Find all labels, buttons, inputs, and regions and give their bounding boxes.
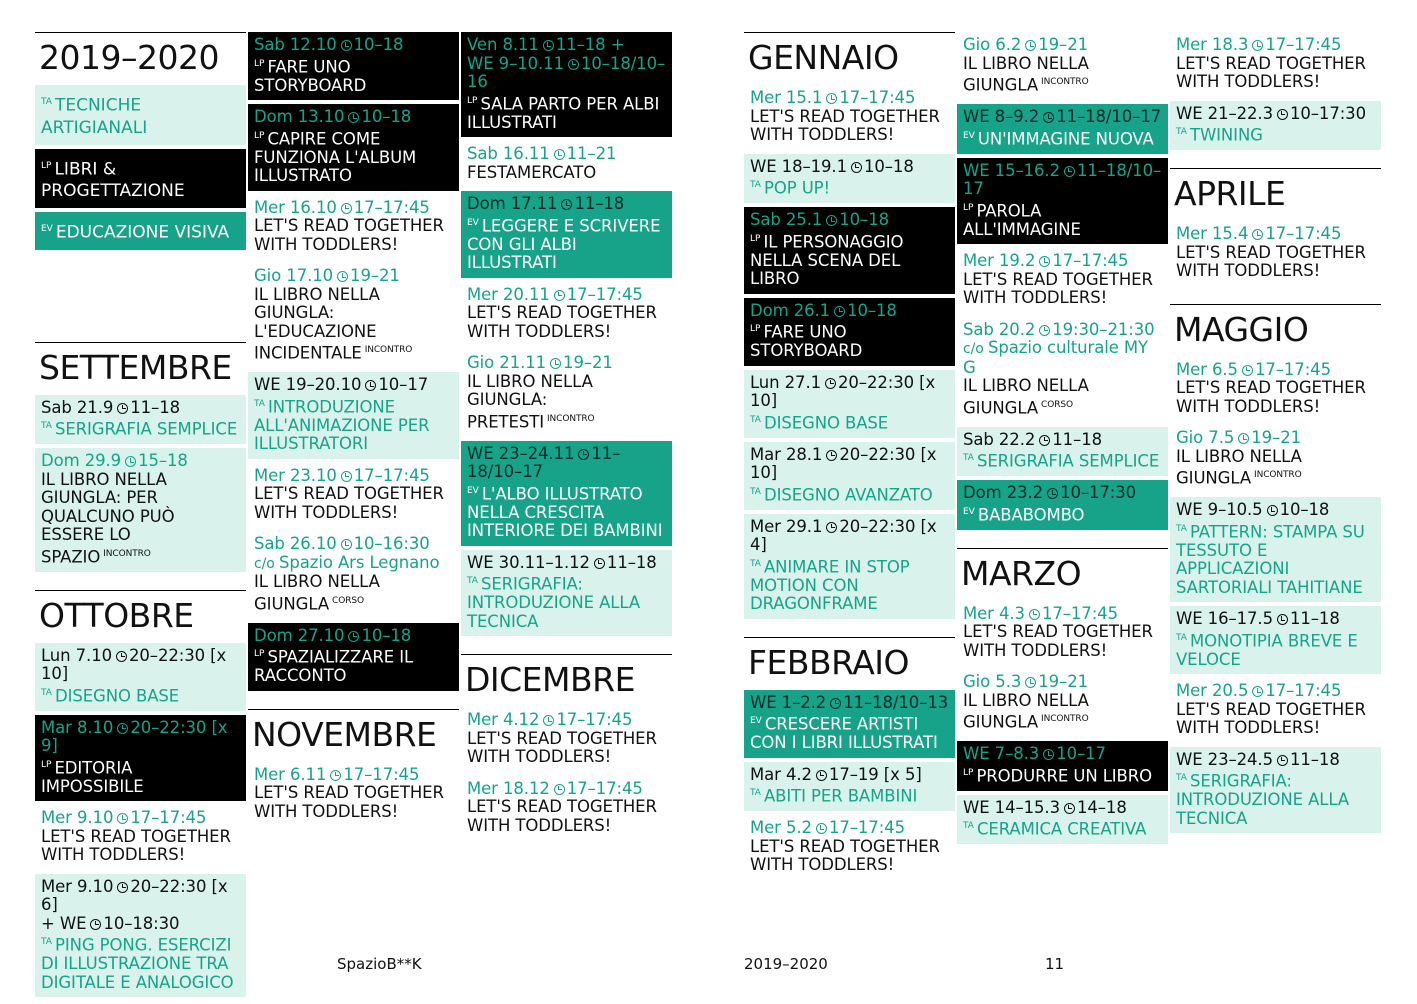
clock-icon	[1064, 803, 1075, 814]
event-item[interactable]: Gio 17.10 19–21 IL LIBRO NELLA GIUNGLA: L'EDUCAZIONE INCIDENTALE $^{INCONTRO}$	[254, 266, 413, 363]
clock-icon	[1277, 755, 1288, 766]
clock-icon	[341, 40, 352, 51]
month-febbraio: FEBBRAIO	[744, 637, 955, 686]
event-item[interactable]: Mar 4.2 17–19 [x 5] $^{TA}$ ABITI PER BAMBINI	[744, 762, 955, 812]
clock-icon	[568, 59, 579, 70]
clock-icon	[117, 403, 128, 414]
clock-icon	[1039, 256, 1050, 267]
event-item[interactable]: Sab 12.10 10–18 $^{LP}$ FARE UNO STORYBOARD	[248, 32, 459, 100]
event-item[interactable]: Mer 15.4 17–17:45 LET'S READ TOGETHER WITH TODDLERS!	[1176, 224, 1366, 280]
event-item[interactable]: Mer 4.3 17–17:45 LET'S READ TOGETHER WITH TODDLERS!	[963, 603, 1153, 660]
event-item[interactable]: Lun 27.1 20–22:30 [x 10] $^{TA}$ DISEGNO BASE	[744, 370, 955, 438]
clock-icon	[125, 456, 136, 467]
event-item[interactable]: WE 23–24.5 11–18 $^{TA}$ SERIGRAFIA: INTRODUZIONE ALLA TECNICA	[1170, 747, 1381, 834]
event-item[interactable]: WE 16–17.5 11–18 $^{TA}$ MONOTIPIA BREVE E VELOCE	[1170, 606, 1381, 674]
event-item[interactable]: Sab 20.2 19:30–21:30 c/o Spazio culturale MY G IL LIBRO NELLA GIUNGLA $^{CORSO}$	[963, 319, 1155, 417]
clock-icon	[1242, 365, 1253, 376]
clock-icon	[341, 203, 352, 214]
month-settembre: SETTEMBRE	[35, 342, 246, 391]
clock-icon	[825, 378, 836, 389]
legend-lp: $^{LP}$ LIBRI & PROGETTAZIONE	[35, 149, 246, 209]
event-item[interactable]: Gio 6.2 19–21 IL LIBRO NELLA GIUNGLA $^{INCONTRO}$	[963, 35, 1089, 95]
event-item[interactable]: Sab 26.10 10–16:30 c/o Spazio Ars Legnano IL LIBRO NELLA GIUNGLA $^{CORSO}$	[254, 534, 440, 613]
clock-icon	[554, 149, 565, 160]
clock-icon	[816, 770, 827, 781]
event-item[interactable]: Gio 7.5 19–21 IL LIBRO NELLA GIUNGLA $^{INCONTRO}$	[1176, 428, 1302, 488]
event-item[interactable]: Sab 21.9 11–18 $^{TA}$ SERIGRAFIA SEMPLICE	[35, 395, 246, 445]
event-item[interactable]: Gio 5.3 19–21 IL LIBRO NELLA GIUNGLA $^{INCONTRO}$	[963, 672, 1089, 732]
event-item[interactable]: WE 7–8.3 10–17 $^{LP}$ PRODURRE UN LIBRO	[957, 741, 1168, 791]
event-item[interactable]: WE 18–19.1 10–18 $^{TA}$ POP UP!	[744, 154, 955, 204]
event-item[interactable]: Mer 5.2 17–17:45 LET'S READ TOGETHER WITH TODDLERS!	[750, 818, 940, 874]
month-gennaio: GENNAIO	[744, 32, 955, 81]
column-4	[744, 32, 955, 884]
event-item[interactable]: WE 23–24.11 11–18/10–17 $^{EV}$ L'ALBO ILLUSTRATO NELLA CRESCITA INTERIORE DEI BAMBINI	[461, 441, 672, 546]
event-item[interactable]: Mar 8.10 20–22:30 [x 9] $^{LP}$ EDITORIA IMPOSSIBILE	[35, 715, 246, 802]
clock-icon	[1252, 229, 1263, 240]
clock-icon	[1238, 433, 1249, 444]
event-item[interactable]: WE 9–10.5 10–18 $^{TA}$ PATTERN: STAMPA SU TESSUTO E APPLICAZIONI SARTORIALI TAHITIANE	[1170, 497, 1381, 602]
clock-icon	[117, 813, 128, 824]
column-3	[461, 32, 672, 844]
event-item[interactable]: WE 30.11–1.12 11–18 $^{TA}$ SERIGRAFIA: INTRODUZIONE ALLA TECNICA	[461, 550, 672, 637]
clock-icon	[1029, 609, 1040, 620]
year-heading: 2019–2020	[35, 32, 246, 81]
clock-icon	[117, 723, 128, 734]
clock-icon	[116, 651, 127, 662]
clock-icon	[1277, 614, 1288, 625]
event-item[interactable]: Mer 9.10 17–17:45 LET'S READ TOGETHER WITH TODDLERS!	[41, 808, 231, 865]
clock-icon	[348, 631, 359, 642]
clock-icon	[554, 784, 565, 795]
clock-icon	[826, 450, 837, 461]
column-1	[35, 32, 246, 1001]
event-item[interactable]: Mer 19.2 17–17:45 LET'S READ TOGETHER WITH TODDLERS!	[963, 251, 1153, 307]
event-item[interactable]: Mer 9.10 20–22:30 [x 6] + WE 10–18:30 $^{TA}$ PING PONG. ESERCIZI DI ILLUSTRAZIONE TRA DIGITALE E ANALOGICO	[35, 874, 246, 998]
event-item[interactable]: Gio 21.11 19–21 IL LIBRO NELLA GIUNGLA: PRETESTI $^{INCONTRO}$	[467, 353, 613, 431]
column-6	[1170, 32, 1381, 837]
clock-icon	[337, 271, 348, 282]
clock-icon	[550, 358, 561, 369]
event-item[interactable]: WE 8–9.2 11–18/10–17 $^{EV}$ UN'IMMAGINE NUOVA	[957, 104, 1168, 154]
clock-icon	[543, 40, 554, 51]
clock-icon	[1047, 488, 1058, 499]
column-2	[248, 32, 459, 830]
clock-icon	[1043, 112, 1054, 123]
footer-year: 2019–2020	[744, 955, 828, 973]
event-item[interactable]: Mer 23.10 17–17:45 LET'S READ TOGETHER WITH TODDLERS!	[254, 465, 444, 522]
event-item[interactable]: Dom 26.1 10–18 $^{LP}$ FARE UNO STORYBOARD	[744, 298, 955, 366]
clock-icon	[1039, 435, 1050, 446]
event-item[interactable]: Mer 18.12 17–17:45 LET'S READ TOGETHER WITH TODDLERS!	[467, 778, 657, 835]
event-item[interactable]: Dom 17.11 11–18 $^{EV}$ LEGGERE E SCRIVERE CON GLI ALBI ILLUSTRATI	[461, 191, 672, 278]
clock-icon	[1252, 40, 1263, 51]
clock-icon	[1267, 505, 1278, 516]
clock-icon	[816, 823, 827, 834]
event-item[interactable]: Mer 29.1 20–22:30 [x 4] $^{TA}$ ANIMARE IN STOP MOTION CON DRAGONFRAME	[744, 514, 955, 619]
event-item[interactable]: Mer 20.5 17–17:45 LET'S READ TOGETHER WITH TODDLERS!	[1176, 681, 1366, 737]
clock-icon	[543, 715, 554, 726]
clock-icon	[1025, 40, 1036, 51]
event-item[interactable]: Sab 22.2 11–18 $^{TA}$ SERIGRAFIA SEMPLICE	[957, 427, 1168, 477]
event-item[interactable]: Mer 6.5 17–17:45 LET'S READ TOGETHER WITH TODDLERS!	[1176, 359, 1366, 416]
event-item[interactable]: WE 1–2.2 11–18/10–13 $^{EV}$ CRESCERE ARTISTI CON I LIBRI ILLUSTRATI	[744, 690, 955, 758]
event-item[interactable]: Dom 13.10 10–18 $^{LP}$ CAPIRE COME FUNZIONA L'ALBUM ILLUSTRATO	[248, 104, 459, 191]
event-item[interactable]: Mer 20.11 17–17:45 LET'S READ TOGETHER WITH TODDLERS!	[467, 284, 657, 341]
clock-icon	[365, 380, 376, 391]
clock-icon	[1039, 325, 1050, 336]
clock-icon	[851, 162, 862, 173]
clock-icon	[1277, 109, 1288, 120]
clock-icon	[554, 290, 565, 301]
clock-icon	[1043, 749, 1054, 760]
event-item[interactable]: Mer 16.10 17–17:45 LET'S READ TOGETHER WITH TODDLERS!	[254, 197, 444, 254]
event-item[interactable]: Mer 6.11 17–17:45 LET'S READ TOGETHER WITH TODDLERS!	[254, 764, 444, 821]
month-maggio: MAGGIO	[1170, 304, 1381, 353]
event-item[interactable]: Mar 28.1 20–22:30 [x 10] $^{TA}$ DISEGNO AVANZATO	[744, 442, 955, 510]
clock-icon	[341, 539, 352, 550]
clock-icon	[826, 215, 837, 226]
clock-icon	[826, 522, 837, 533]
event-item[interactable]: Mer 4.12 17–17:45 LET'S READ TOGETHER WITH TODDLERS!	[467, 710, 657, 766]
event-item[interactable]: WE 21–22.3 10–17:30 $^{TA}$ TWINING	[1170, 101, 1381, 151]
event-item[interactable]: Sab 25.1 10–18 $^{LP}$ IL PERSONAGGIO NELLA SCENA DEL LIBRO	[744, 207, 955, 294]
clock-icon	[830, 698, 841, 709]
event-item[interactable]: WE 19–20.10 10–17 $^{TA}$ INTRODUZIONE ALL'ANIMAZIONE PER ILLUSTRATORI	[248, 372, 459, 459]
event-item[interactable]: Dom 29.9 15–18 IL LIBRO NELLA GIUNGLA: PER QUALCUNO PUÒ ESSERE LO SPAZIO $^{INCONTRO}$	[35, 448, 246, 572]
clock-icon	[117, 882, 128, 893]
clock-icon	[348, 112, 359, 123]
clock-icon	[1064, 166, 1075, 177]
clock-icon	[561, 199, 572, 210]
clock-icon	[826, 93, 837, 104]
month-aprile: APRILE	[1170, 168, 1381, 217]
event-item[interactable]: WE 15–16.2 11–18/10–17 $^{LP}$ PAROLA ALL'IMMAGINE	[957, 158, 1168, 245]
clock-icon	[1252, 686, 1263, 697]
event-item[interactable]: Mer 15.1 17–17:45 LET'S READ TOGETHER WITH TODDLERS!	[750, 88, 940, 144]
clock-icon	[341, 471, 352, 482]
event-item[interactable]: Ven 8.11 11–18 + WE 9–10.11 10–18/10–16 $^{LP}$ SALA PARTO PER ALBI ILLUSTRATI	[461, 32, 672, 137]
month-marzo: MARZO	[957, 548, 1168, 597]
event-item[interactable]: Mer 18.3 17–17:45 LET'S READ TOGETHER WITH TODDLERS!	[1176, 35, 1366, 91]
clock-icon	[90, 919, 101, 930]
month-novembre: NOVEMBRE	[248, 709, 459, 758]
clock-icon	[330, 770, 341, 781]
column-5	[957, 32, 1168, 848]
month-dicembre: DICEMBRE	[461, 654, 672, 703]
event-item[interactable]: WE 14–15.3 14–18 $^{TA}$ CERAMICA CREATIVA	[957, 795, 1168, 845]
legend-ev: $^{EV}$ EDUCAZIONE VISIVA	[35, 212, 246, 250]
month-ottobre: OTTOBRE	[35, 590, 246, 639]
page-number: 11	[1045, 955, 1065, 973]
clock-icon	[834, 306, 845, 317]
footer-publisher: SpazioB**K	[337, 955, 422, 973]
clock-icon	[578, 449, 589, 460]
clock-icon	[1025, 677, 1036, 688]
legend-ta: $^{TA}$ TECNICHE ARTIGIANALI	[35, 85, 246, 145]
event-item[interactable]: Lun 7.10 20–22:30 [x 10] $^{TA}$ DISEGNO BASE	[35, 643, 246, 711]
event-item[interactable]: Dom 23.2 10–17:30 $^{EV}$ BABABOMBO	[957, 480, 1168, 530]
event-item[interactable]: Dom 27.10 10–18 $^{LP}$ SPAZIALIZZARE IL RACCONTO	[248, 623, 459, 691]
clock-icon	[594, 558, 605, 569]
event-item[interactable]: Sab 16.11 11–21 FESTAMERCATO	[467, 144, 617, 182]
